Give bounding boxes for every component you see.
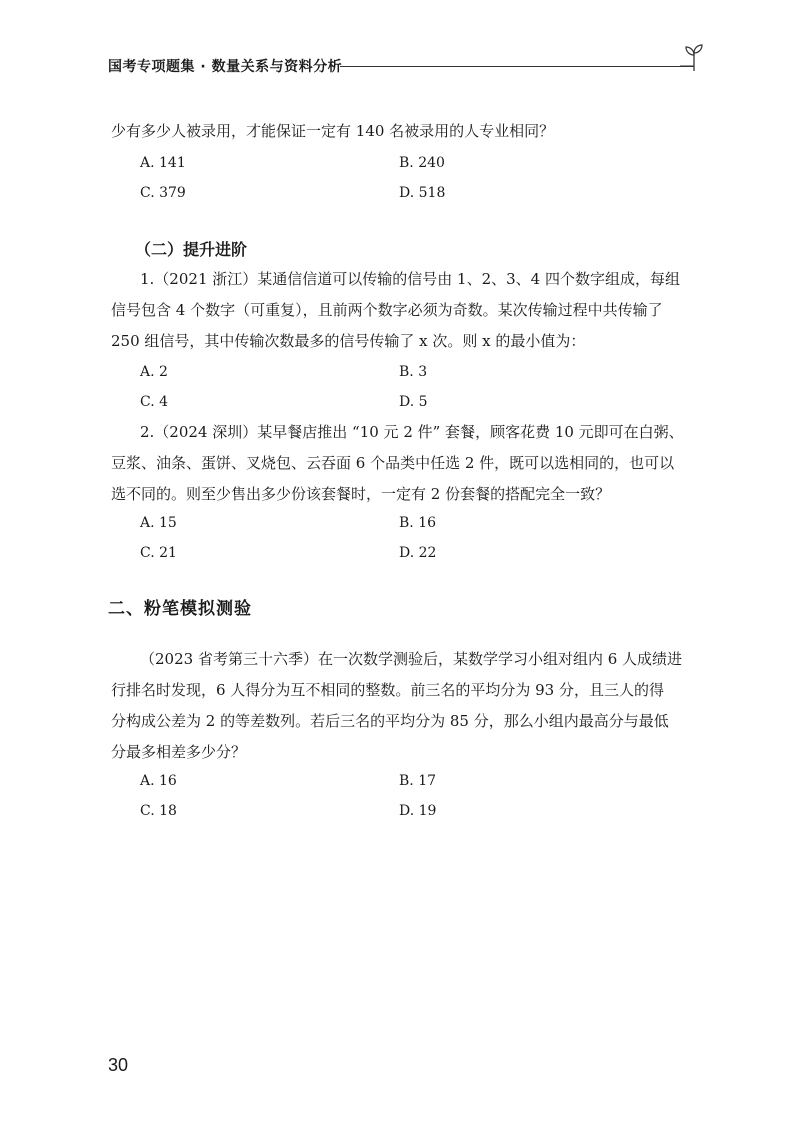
header-title: 国考专项题集 · 数量关系与资料分析 [108,59,343,75]
header-rule [340,66,694,67]
option-d: D. 22 [399,545,437,561]
question-text-line: 选不同的。则至少售出多少份该套餐时，一定有 2 份套餐的搭配完全一致？ [111,485,611,503]
question-text-line: 1.（2021 浙江）某通信信道可以传输的信号由 1、2、3、4 四个数字组成，每组 [140,270,680,288]
option-b: B. 240 [399,155,445,171]
question-text-line: 250 组信号，其中传输次数最多的信号传输了 x 次。则 x 的最小值为： [111,332,586,350]
option-b: B. 3 [399,364,428,380]
option-a: A. 16 [140,773,177,789]
option-b: B. 17 [399,773,437,789]
question-text-line: 豆浆、油条、蛋饼、叉烧包、云吞面 6 个品类中任选 2 件，既可以选相同的，也可以 [111,454,675,472]
option-a: A. 15 [140,515,177,531]
question-text-line: 行排名时发现，6 人得分为互不相同的整数。前三名的平均分为 93 分，且三人的得 [111,681,664,699]
page-number: 30 [108,1055,129,1075]
question-text-line: （2023 省考第三十六季）在一次数学测验后，某数学学习小组对组内 6 人成绩进 [140,650,683,668]
question-text-line: 信号包含 4 个数字（可重复），且前两个数字必须为奇数。某次传输过程中共传输了 [111,301,663,319]
section-heading: 二、粉笔模拟测验 [108,599,252,619]
option-c: C. 21 [140,545,177,561]
question-text-line: 分最多相差多少分？ [111,743,247,761]
question-text-line: 分构成公差为 2 的等差数列。若后三名的平均分为 85 分，那么小组内最高分与最低 [111,712,669,730]
option-a: A. 141 [140,155,186,171]
option-d: D. 19 [399,803,437,819]
option-c: C. 18 [140,803,177,819]
question-text-line: 2.（2024 深圳）某早餐店推出 “10 元 2 件” 套餐，顾客花费 10 元即可在白粥、 [140,423,684,441]
sprout-icon [680,43,708,73]
running-header [108,53,708,83]
option-d: D. 518 [399,185,446,201]
option-b: B. 16 [399,515,437,531]
subsection-heading: （二）提升进阶 [135,240,248,259]
option-d: D. 5 [399,394,428,410]
question-text-line: 少有多少人被录用，才能保证一定有 140 名被录用的人专业相同？ [111,122,555,140]
option-a: A. 2 [140,364,168,380]
option-c: C. 379 [140,185,186,201]
option-c: C. 4 [140,394,169,410]
